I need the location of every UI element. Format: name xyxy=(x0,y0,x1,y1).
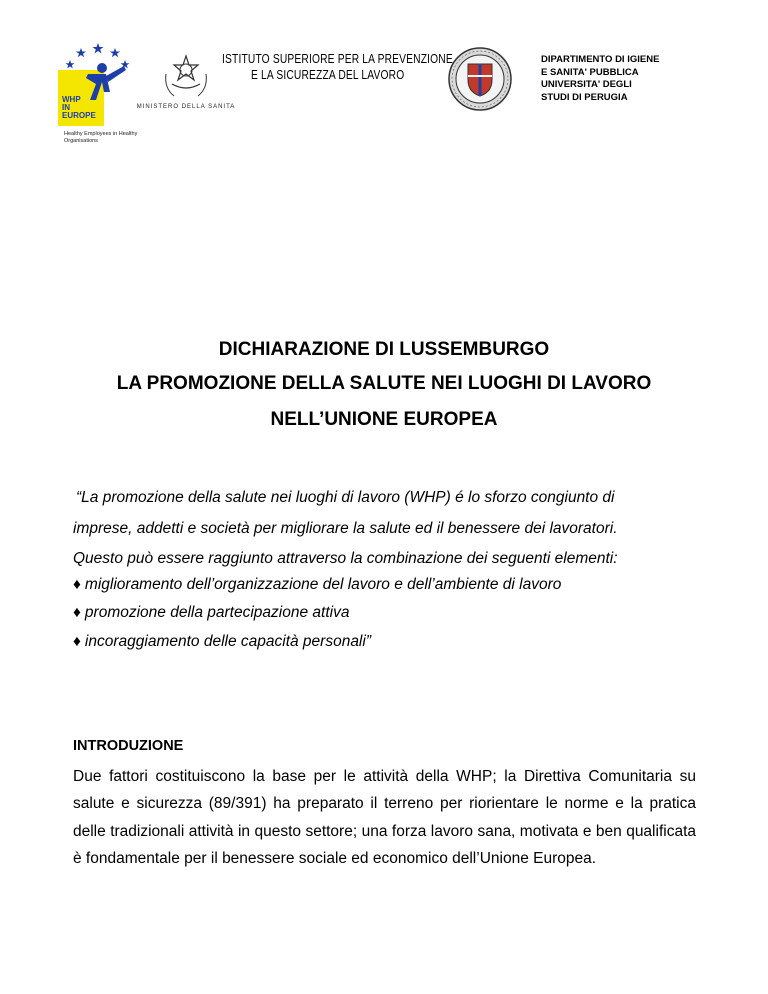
whp-logo-caption: Healthy Employees in Healthy Organisations xyxy=(64,131,138,144)
republic-star-emblem-icon xyxy=(136,44,236,112)
whp-logo-graphic xyxy=(58,40,138,132)
quote-bullet-item xyxy=(73,633,371,651)
introduction-paragraph: Due fattori costituiscono la base per le attività della WHP; la Direttiva Comunitaria su salute e sicurezza (89/391) ha preparato il terreno per riorientare le norme e la pratica delle tradizionali attività in questo settore; una forza lavoro sana, motivata e ben qualificata è fondamentale per il benessere sociale ed economico dell’Unione Europea. xyxy=(73,768,696,867)
iss-seal-text: MINISTERO DELLA SANITA xyxy=(136,104,236,110)
bullet-text: miglioramento dell’organizzazione del lavoro e dell’ambiente di lavoro xyxy=(84,576,562,593)
svg-text:WHP: WHP xyxy=(62,95,81,104)
bullet-text: incoraggiamento delle capacità personali” xyxy=(84,633,371,650)
quote-line: imprese, addetti e società per migliorare la salute ed il benessere dei lavoratori. xyxy=(73,520,618,537)
document-title-line2: LA PROMOZIONE DELLA SALUTE NEI LUOGHI DI LAVORO xyxy=(116,373,652,394)
department-line: DIPARTIMENTO DI IGIENE xyxy=(541,54,660,65)
department-line: E SANITA' PUBBLICA xyxy=(541,66,639,78)
diamond-bullet-icon: ♦ xyxy=(73,604,81,621)
department-line: STUDI DI PERUGIA xyxy=(541,91,628,103)
section-heading-introduzione: INTRODUZIONE xyxy=(73,738,184,754)
svg-text:EUROPE: EUROPE xyxy=(62,111,96,120)
perugia-university-seal xyxy=(446,46,514,112)
iss-name-line2: E LA SICUREZZA DEL LAVORO xyxy=(251,68,405,82)
department-line: UNIVERSITA' DEGLI xyxy=(541,79,632,90)
bullet-text: promozione della partecipazione attiva xyxy=(84,604,350,621)
ministero-sanita-emblem xyxy=(136,44,236,112)
svg-text:IN: IN xyxy=(62,103,70,112)
quote-bullet-item xyxy=(73,576,561,594)
diamond-bullet-icon: ♦ xyxy=(73,633,81,650)
document-title-line1: DICHIARAZIONE DI LUSSEMBURGO xyxy=(218,339,550,360)
quote-bullet-item xyxy=(73,604,349,622)
document-title-line3: NELL’UNIONE EUROPEA xyxy=(270,409,498,430)
quote-line: Questo può essere raggiunto attraverso la combinazione dei seguenti elementi: xyxy=(73,550,618,567)
university-seal-icon xyxy=(446,46,514,112)
iss-name-line1: ISTITUTO SUPERIORE PER LA PREVENZIONE xyxy=(222,52,453,66)
diamond-bullet-icon: ♦ xyxy=(73,576,81,593)
department-address xyxy=(541,54,659,104)
quote-line: “La promozione della salute nei luoghi di lavoro (WHP) é lo sforzo congiunto di xyxy=(76,489,615,506)
